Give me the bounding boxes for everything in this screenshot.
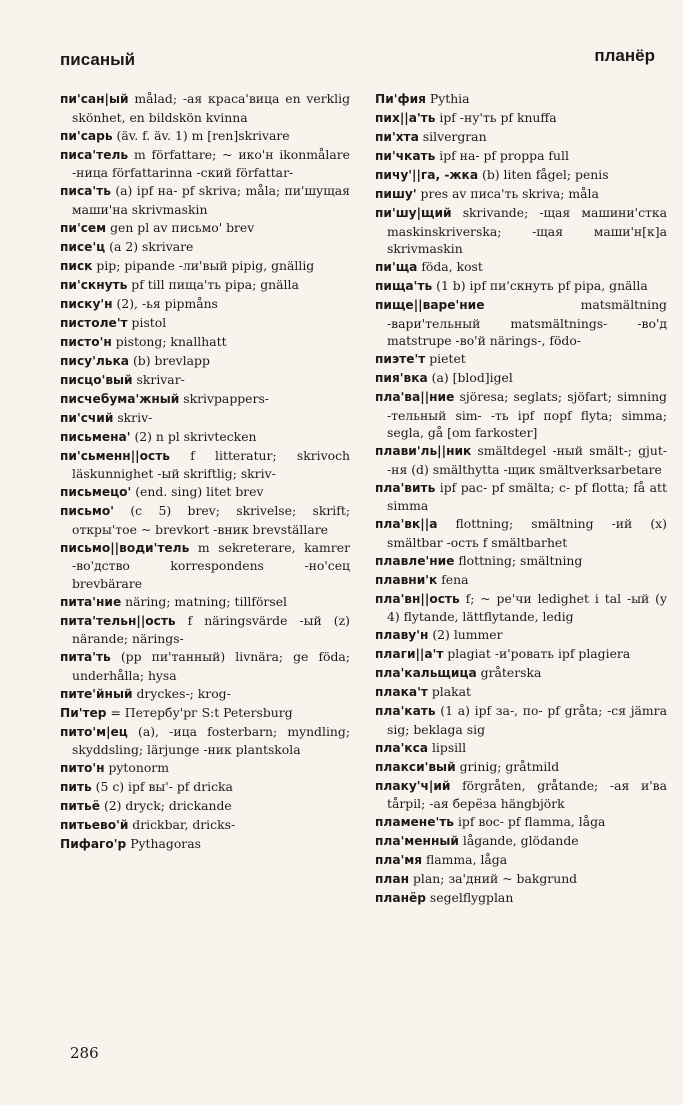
page-number: 286 bbox=[70, 1044, 99, 1062]
definition: skrivar- bbox=[132, 371, 185, 387]
definition: m författare; ~ ико'н ikonmålare -ница författarinna -ский författar- bbox=[72, 146, 350, 180]
dictionary-entry bbox=[375, 479, 667, 515]
definition: pf till пища'ть pipa; gnälla bbox=[127, 276, 299, 292]
definition: drickbar, dricks- bbox=[128, 817, 236, 832]
dictionary-entry bbox=[60, 257, 350, 276]
definition: ipf на- pf proppa full bbox=[435, 148, 569, 163]
headword: плакси'вый bbox=[375, 759, 456, 774]
dictionary-entry bbox=[60, 409, 350, 428]
dictionary-entry bbox=[60, 685, 350, 704]
headword: Пифаго'р bbox=[60, 837, 127, 851]
definition: (2) n pl skrivtecken bbox=[130, 428, 257, 444]
dictionary-entry bbox=[375, 552, 667, 571]
definition: (b) liten fågel; penis bbox=[478, 167, 609, 182]
headword: питьево'й bbox=[60, 818, 129, 832]
dictionary-entry bbox=[375, 889, 667, 908]
definition: matsmältning -вари'тельный matsmältnings- -во'д matstrupe -во'й närings-, födo- bbox=[387, 297, 667, 348]
definition: föda, kost bbox=[417, 259, 483, 274]
dictionary-entry bbox=[60, 704, 350, 723]
dictionary-entry bbox=[375, 128, 667, 147]
headword: писчебума'жный bbox=[60, 391, 180, 406]
definition: näring; matning; tillförsel bbox=[121, 593, 288, 609]
dictionary-entry bbox=[375, 350, 667, 369]
headword: пита'ние bbox=[60, 594, 122, 609]
definition: f näringsvärde -ый (z) närande; närings- bbox=[72, 612, 350, 646]
headword: пита'ть bbox=[60, 650, 111, 664]
dictionary-entry bbox=[60, 276, 350, 295]
headword: плака'т bbox=[375, 685, 428, 699]
dictionary-entry bbox=[375, 683, 667, 702]
definition: pres av писа'ть skriva; måla bbox=[416, 186, 599, 201]
dictionary-entry bbox=[60, 759, 350, 778]
dictionary-entry bbox=[60, 539, 350, 593]
definition: m sekreterare, kamrer -во'дство korrespondens -но'сец brevbärare bbox=[72, 539, 350, 591]
headword: писцо'вый bbox=[60, 372, 133, 387]
headword: пла'менный bbox=[375, 834, 459, 848]
definition: silvergran bbox=[418, 129, 487, 144]
definition: skrivpappers- bbox=[179, 390, 269, 406]
definition: ipf рас- pf smälta; с- pf flotta; få att simma bbox=[387, 479, 667, 513]
headword: пить bbox=[60, 780, 92, 794]
headword: пите'йный bbox=[60, 686, 133, 701]
definition: fena bbox=[437, 571, 469, 587]
definition: (end. sing) litet brev bbox=[131, 484, 264, 499]
dictionary-entry bbox=[375, 590, 667, 626]
definition: smältdegel -ный smält-; gjut- -ня (d) smälthytta -щик smältverksarbetare bbox=[387, 443, 667, 477]
dictionary-entry bbox=[60, 390, 350, 409]
definition: f litteratur; skrivoch läskunnighet -ый skriftlig; skriv- bbox=[72, 447, 350, 481]
definition: = Петербу'рг S:t Petersburg bbox=[106, 704, 293, 720]
definition: lipsill bbox=[428, 739, 467, 755]
dictionary-entry bbox=[375, 739, 667, 758]
dictionary-entry bbox=[375, 277, 667, 296]
headword: пистоле'т bbox=[60, 315, 128, 330]
headword: писа'тель bbox=[60, 147, 129, 162]
headword: пита'тельн||ость bbox=[60, 613, 176, 628]
dictionary-entry bbox=[375, 90, 667, 109]
headword: пичу'||га, -жка bbox=[375, 168, 479, 182]
headword: пла'вить bbox=[375, 480, 436, 495]
definition: ipf вос- pf flamma, låga bbox=[454, 814, 606, 829]
headword: пи'сан|ый bbox=[60, 92, 129, 106]
headword: плаку'ч|ий bbox=[375, 778, 451, 793]
headword: планёр bbox=[375, 891, 426, 905]
definition: plagiat -и'ровать ipf plagiera bbox=[443, 646, 631, 661]
dictionary-entry bbox=[375, 664, 667, 683]
dictionary-entry bbox=[375, 571, 667, 590]
definition: Pythagoras bbox=[126, 836, 201, 851]
headword: пито'н bbox=[60, 761, 105, 775]
headword: пла'кать bbox=[375, 704, 436, 718]
dictionary-entry bbox=[375, 702, 667, 738]
dictionary-entry bbox=[375, 185, 667, 204]
definition: (b) brevlapp bbox=[129, 352, 210, 368]
headword: плаги||а'т bbox=[375, 647, 444, 661]
headword: пи'шу|щий bbox=[375, 206, 452, 220]
headword: плавле'ние bbox=[375, 553, 455, 568]
definition: dryckes-; krog- bbox=[132, 685, 231, 701]
definition: pytonorm bbox=[104, 760, 169, 775]
definition: segelflygplan bbox=[425, 890, 514, 905]
dictionary-entry bbox=[60, 333, 350, 352]
headword: писк bbox=[60, 258, 93, 273]
dictionary-entry bbox=[375, 851, 667, 870]
definition: f; ~ ре'чи ledighet i tal -ый (y 4) flytande, lättflytande, ledig bbox=[387, 590, 667, 624]
headword: пи'чкать bbox=[375, 149, 436, 163]
definition: (äv. f. äv. 1) m [ren]skrivare bbox=[112, 127, 290, 143]
definition: Pythia bbox=[425, 91, 470, 106]
headword: пла'ва||ние bbox=[375, 390, 455, 404]
headword: писе'ц bbox=[60, 239, 106, 254]
headword: пису'лька bbox=[60, 353, 129, 368]
headword: пламене'ть bbox=[375, 815, 454, 829]
headword: пла'кса bbox=[375, 740, 429, 755]
headword: письмецо' bbox=[60, 485, 132, 499]
definition: flottning; smältning bbox=[454, 552, 583, 568]
definition: pietet bbox=[425, 351, 466, 366]
definition: (1 a) ipf за-, по- pf gråta; -ся jämra sig; beklaga sig bbox=[387, 703, 667, 737]
headword: Пи'тер bbox=[60, 705, 107, 720]
headword: план bbox=[375, 872, 409, 886]
headword: пих||а'ть bbox=[375, 111, 436, 125]
headword: пи'хта bbox=[375, 130, 419, 144]
dictionary-entry bbox=[375, 626, 667, 645]
dictionary-entry bbox=[375, 369, 667, 388]
dictionary-entry bbox=[60, 483, 350, 502]
headword: пла'мя bbox=[375, 853, 423, 867]
definition: (a), -ица fosterbarn; myndling; skyddsling; lärjunge -ник plantskola bbox=[72, 723, 350, 757]
definition: (pp пи'танный) livnära; ge föda; underhålla; hysa bbox=[72, 649, 350, 683]
dictionary-entry bbox=[375, 832, 667, 851]
definition: (2) lummer bbox=[428, 627, 503, 642]
dictionary-entry bbox=[60, 502, 350, 538]
dictionary-entry bbox=[60, 797, 350, 816]
dictionary-entry bbox=[60, 295, 350, 314]
definition: förgråten, gråtande; -ая и'ва tårpil; -ая берёза hängbjörk bbox=[387, 777, 667, 811]
definition: pip; pipande -ли'вый pipig, gnällig bbox=[92, 257, 315, 273]
definition: sjöresa; seglats; sjöfart; simning -тельный sim- -ть ipf поpf flyta; simma; segla, gå [om farkoster] bbox=[387, 389, 667, 440]
headword: пишу' bbox=[375, 187, 417, 201]
dictionary-entry bbox=[375, 813, 667, 832]
headword: плави'ль||ник bbox=[375, 444, 472, 458]
dictionary-entry bbox=[60, 723, 350, 759]
dictionary-entry bbox=[60, 352, 350, 371]
definition: grinig; gråtmild bbox=[455, 758, 560, 774]
dictionary-entry bbox=[60, 778, 350, 797]
dictionary-entry bbox=[375, 388, 667, 442]
dictionary-entry bbox=[375, 166, 667, 185]
definition: (a) [blod]igel bbox=[427, 370, 513, 385]
dictionary-entry bbox=[375, 645, 667, 664]
dictionary-entry bbox=[375, 870, 667, 889]
definition: (5 c) ipf вы'- pf dricka bbox=[91, 779, 233, 794]
headword: пи'сарь bbox=[60, 128, 113, 143]
headword: пия'вка bbox=[375, 371, 428, 385]
left-column bbox=[60, 90, 350, 854]
definition: lågande, glödande bbox=[458, 833, 579, 848]
definition: pistol bbox=[127, 314, 167, 330]
definition: skriv- bbox=[113, 409, 153, 425]
headword: письмена' bbox=[60, 429, 131, 444]
definition: pistong; knallhatt bbox=[111, 333, 227, 349]
dictionary-entry bbox=[60, 371, 350, 390]
definition: gen pl av письмо' brev bbox=[106, 219, 255, 235]
headword: пи'сем bbox=[60, 220, 107, 235]
headword: пища'ть bbox=[375, 279, 433, 293]
dictionary-entry bbox=[60, 238, 350, 257]
definition: (c 5) brev; skrivelse; skrift; откры'тое ~ brevkort -вник brevställare bbox=[72, 503, 350, 537]
headword: пи'скнуть bbox=[60, 277, 128, 292]
right-column bbox=[375, 90, 667, 908]
definition: (2), -ья pipmåns bbox=[112, 295, 218, 311]
dictionary-entry bbox=[60, 219, 350, 238]
dictionary-entry bbox=[60, 428, 350, 447]
definition: målad; -ая краса'вица en verklig skönhet, en bildskön kvinna bbox=[72, 91, 350, 125]
dictionary-entry bbox=[375, 258, 667, 277]
dictionary-entry bbox=[60, 648, 350, 684]
headword: пиэте'т bbox=[375, 352, 426, 366]
definition: flottning; smältning -ий (x) smältbar -ость f smältbarhet bbox=[387, 516, 667, 550]
headword: пи'сьменн||ость bbox=[60, 448, 170, 463]
running-header bbox=[60, 46, 655, 72]
dictionary-entry bbox=[375, 109, 667, 128]
headword: пи'счий bbox=[60, 410, 114, 425]
dictionary-entry bbox=[60, 816, 350, 835]
headword: письмо' bbox=[60, 504, 114, 518]
dictionary-entry bbox=[375, 515, 667, 551]
headword: пище||варе'ние bbox=[375, 298, 485, 312]
dictionary-entry bbox=[375, 758, 667, 777]
dictionary-entry bbox=[60, 90, 350, 126]
dictionary-entry bbox=[60, 314, 350, 333]
dictionary-entry bbox=[60, 447, 350, 483]
header-last-word: планёр bbox=[594, 46, 655, 65]
headword: пи'ща bbox=[375, 260, 418, 274]
headword: пла'вк||а bbox=[375, 517, 438, 531]
definition: (2) dryck; drickande bbox=[100, 798, 232, 813]
dictionary-entry bbox=[375, 147, 667, 166]
definition: plan; за'дний ~ bakgrund bbox=[409, 871, 578, 886]
dictionary-entry bbox=[60, 593, 350, 612]
headword: Пи'фия bbox=[375, 92, 426, 106]
dictionary-entry bbox=[60, 612, 350, 648]
definition: (a) ipf на- pf skriva; måla; пи'шущая маши'на skrivmaskin bbox=[72, 183, 350, 217]
definition: ipf -ну'ть pf knuffa bbox=[435, 110, 557, 125]
header-first-word: писаный bbox=[60, 50, 136, 69]
headword: писку'н bbox=[60, 296, 113, 311]
dictionary-entry bbox=[60, 835, 350, 854]
definition: gråterska bbox=[476, 665, 542, 680]
headword: пито'м|ец bbox=[60, 724, 128, 739]
dictionary-entry bbox=[60, 182, 350, 218]
headword: питьё bbox=[60, 799, 100, 813]
definition: (1 b) ipf пи'скнуть pf pipa, gnälla bbox=[432, 278, 648, 293]
dictionary-entry bbox=[375, 204, 667, 258]
headword: писто'н bbox=[60, 334, 112, 349]
dictionary-entry bbox=[60, 146, 350, 182]
dictionary-entry bbox=[375, 296, 667, 350]
headword: пла'кальщица bbox=[375, 666, 477, 680]
headword: пла'вн||ость bbox=[375, 591, 460, 606]
definition: (a 2) skrivare bbox=[105, 238, 194, 254]
headword: письмо||води'тель bbox=[60, 540, 190, 555]
headword: плаву'н bbox=[375, 628, 429, 642]
dictionary-entry bbox=[375, 777, 667, 813]
headword: плавни'к bbox=[375, 572, 438, 587]
definition: plakat bbox=[427, 684, 471, 699]
definition: skrivande; -щая машини'стка maskinskriverska; -щая маши'н[к]а skrivmaskin bbox=[387, 205, 667, 256]
headword: писа'ть bbox=[60, 184, 111, 198]
dictionary-entry bbox=[60, 127, 350, 146]
dictionary-entry bbox=[375, 442, 667, 478]
definition: flamma, låga bbox=[422, 852, 508, 867]
